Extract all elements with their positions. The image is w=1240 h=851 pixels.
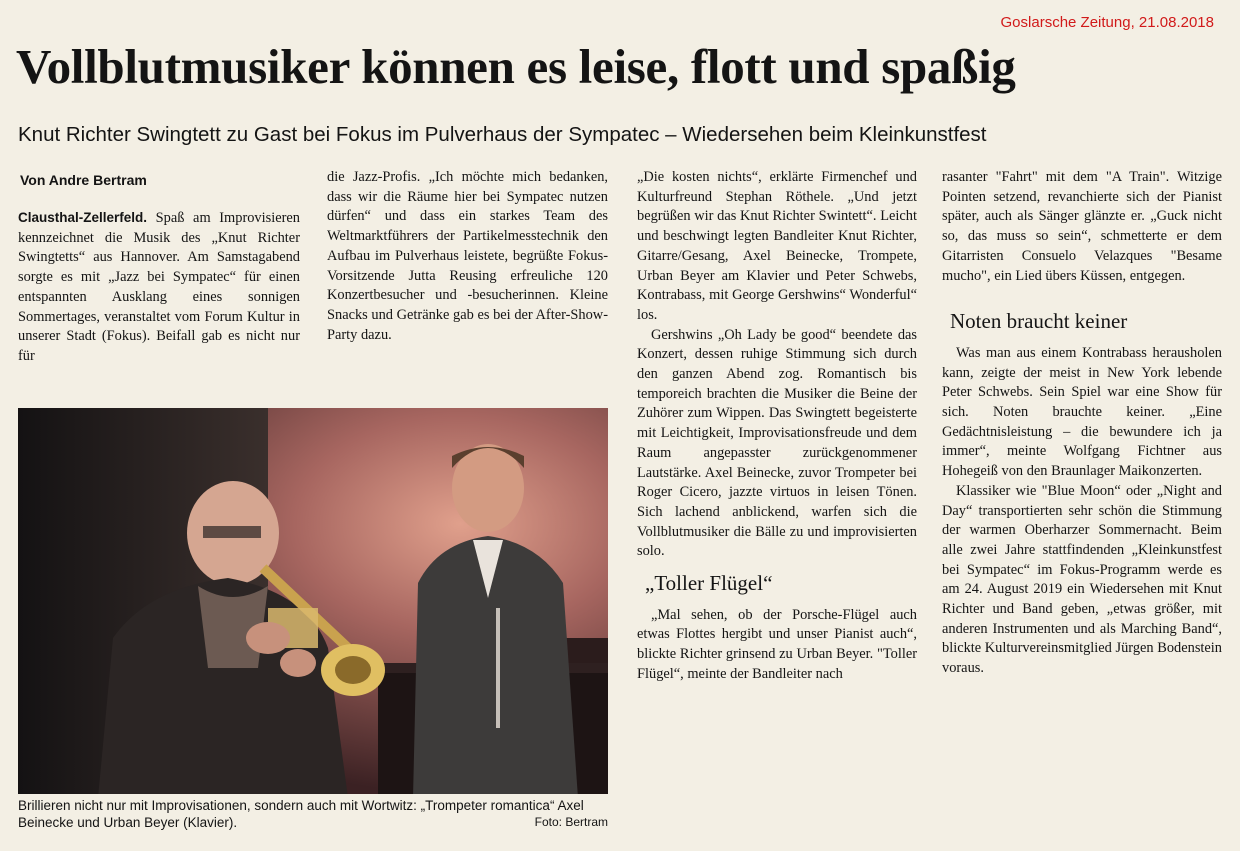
caption-text: Brillieren nicht nur mit Improvisationen, sondern auch mit Wortwitz: „Trompeter romantica“ Axel Beinecke und Urban Beyer (Klavier). bbox=[18, 798, 584, 830]
photo-illustration bbox=[18, 408, 608, 794]
article-column-2 bbox=[327, 168, 608, 345]
paragraph: die Jazz-Profis. „Ich möchte mich bedanken, dass wir die Räume hier bei Sympatec nutzen dürfen“ und dass ein starkes Team des Weltmarktführers der Partikelmesstechnik den Aufbau im Pulverhaus leistete, begrüßte Fokus-Vorsitzende Jutta Reusing erfreuliche 120 Konzertbesucher und -besucherinnen. Kleine Snacks und Getränke gab es bei der After-Show-Party dazu. bbox=[327, 169, 608, 343]
article-column-4 bbox=[942, 168, 1222, 679]
paragraph-text: Spaß am Improvisieren kennzeichnet die Musik des „Knut Richter Swingtetts“ aus Hannover. Am Samstagabend sorgte es mit „Jazz bei Sympatec“ für einen entspannten Ausklang eines sonnigen Sommertages, veranstaltet vom Forum Kultur in unserer Stadt (Fokus). Beifall gab es nicht nur für bbox=[18, 210, 300, 364]
section-subtitle: Noten braucht keiner bbox=[950, 309, 1128, 334]
source-label: Goslarsche Zeitung, 21.08.2018 bbox=[1000, 14, 1214, 31]
concert-photo bbox=[18, 408, 608, 794]
dateline: Clausthal-Zellerfeld. bbox=[18, 210, 148, 225]
paragraph: „Die kosten nichts“, erklärte Firmenchef und Kulturfreund Stephan Röthele. „Und jetzt begrüßen wir das Knut Richter Swintett“. Leicht und beschwingt legten Bandleiter Knut Richter, Gitarre/Gesang, Axel Beinecke, Trompete, Urban Beyer am Klavier und Peter Schwebs, Kontrabass, mit George Gershwins“ Wonderful“ los. bbox=[637, 169, 917, 323]
paragraph: Gershwins „Oh Lady be good“ beendete das Konzert, dessen ruhige Stimmung sich durch den ganzen Abend zog. Romantisch bis temporeich brachten die Musiker die Beine der Zuhörer zum Wippen. Das Swingtett begeisterte mit Leichtigkeit, Improvisationsfreude und dem Raum angepasster zurückgenommener Lautstärke. Axel Beinecke, zuvor Trompeter bei Roger Cicero, jazzte virtuos in leisen Tönen. Sich lachend anblickend, warfen sich die Vollblutmusiker die Bälle zu und improvisierten solo. bbox=[637, 326, 917, 560]
photo-caption bbox=[18, 797, 608, 831]
paragraph: rasanter "Fahrt" mit dem "A Train". Witzige Pointen setzend, revanchierte sich der Pianist später, auch als Sänger glänzte er. „Guck nicht so, das muss so sein“, schmetterte er dem Gitarristen Consuelo Velazques "Besame mucho", ein Lied übers Küssen, entgegen. bbox=[942, 169, 1222, 284]
paragraph: Klassiker wie "Blue Moon“ oder „Night and Day“ transportierten sehr schön die Stimmung der warmen Oberharzer Sommernacht. Beim alle zwei Jahre stattfindenden „Kleinkunstfest bei Sympatec“ im Fokus-Programm werde es am 24. August 2019 ein Wiedersehen mit Knut Richter und Band geben, „etwas größer, mit anderen Instrumenten und als Marching Band“, blickte Kulturvereinsmitglied Jürgen Bodenstein voraus. bbox=[942, 482, 1222, 677]
section-subtitle: „Toller Flügel“ bbox=[645, 571, 773, 596]
headline: Vollblutmusiker können es leise, flott und spaßig bbox=[16, 39, 1016, 94]
photo-credit: Foto: Bertram bbox=[534, 815, 608, 829]
paragraph: Was man aus einem Kontrabass herausholen kann, zeigte der meist in New York lebende Peter Schwebs. Sein Spiel war eine Show für sich. Noten brauchte keiner. „Eine Gedächtnisleistung – die bewundere ich ja immer“, meinte Wolfgang Fichtner aus Hohegeiß von den Braunlager Maikonzerten. bbox=[942, 344, 1222, 480]
paragraph: „Mal sehen, ob der Porsche-Flügel auch etwas Flottes hergibt und unser Pianist auch“, blickte Richter grinsend zu Urban Beyer. "Toller Flügel“, meinte der Bandleiter nach bbox=[637, 606, 917, 682]
article-column-3 bbox=[637, 168, 917, 685]
article-column-1 bbox=[18, 208, 300, 367]
byline: Von Andre Bertram bbox=[20, 172, 147, 188]
subheadline: Knut Richter Swingtett zu Gast bei Fokus im Pulverhaus der Sympatec – Wiedersehen beim Kleinkunstfest bbox=[18, 123, 987, 146]
paragraph bbox=[18, 208, 300, 367]
